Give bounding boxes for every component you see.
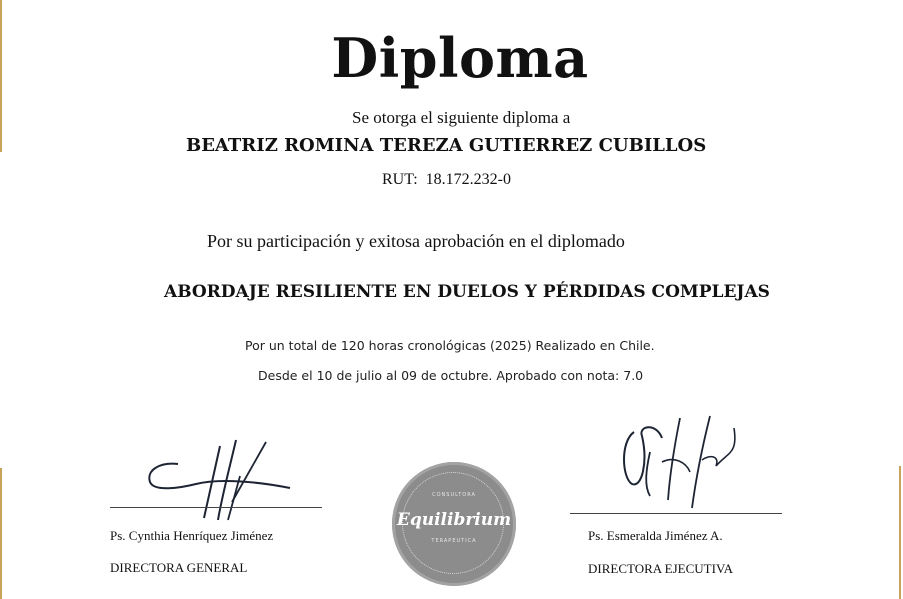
company-seal	[392, 462, 516, 586]
seal-text: Equilibrium	[396, 510, 512, 530]
rut-line	[382, 171, 511, 189]
rut-value: 18.172.232-0	[425, 171, 511, 188]
seal-bottom-ring-text: TERAPEUTICA	[431, 538, 477, 544]
right-signer-role: DIRECTORA EJECUTIVA	[588, 561, 734, 576]
participation-text: Por su participación y exitosa aprobación en el diplomado	[207, 231, 625, 251]
right-signature-line	[570, 513, 782, 514]
hours-text: Por un total de 120 horas cronológicas (2025) Realizado en Chile.	[245, 338, 655, 353]
left-signature-icon	[140, 436, 300, 526]
dates-text: Desde el 10 de julio al 09 de octubre. Aprobado con nota: 7.0	[258, 368, 644, 383]
rut-label: RUT:	[382, 171, 418, 188]
border-left-bottom	[0, 468, 2, 599]
seal-top-ring-text: CONSULTORA	[432, 492, 476, 498]
diploma-title: Diploma	[331, 26, 589, 90]
left-signer-role: DIRECTORA GENERAL	[110, 560, 248, 575]
border-right-bottom	[899, 466, 901, 599]
course-name: ABORDAJE RESILIENTE EN DUELOS Y PÉRDIDAS COMPLEJAS	[164, 282, 770, 302]
recipient-name: BEATRIZ ROMINA TEREZA GUTIERREZ CUBILLOS	[186, 135, 707, 156]
right-signer-name: Ps. Esmeralda Jiménez A.	[588, 528, 723, 543]
intro-text: Se otorga el siguiente diploma a	[352, 108, 571, 127]
left-signer-name: Ps. Cynthia Henríquez Jiménez	[110, 528, 274, 543]
right-signature-icon	[598, 408, 768, 516]
left-signature-line	[110, 507, 322, 508]
